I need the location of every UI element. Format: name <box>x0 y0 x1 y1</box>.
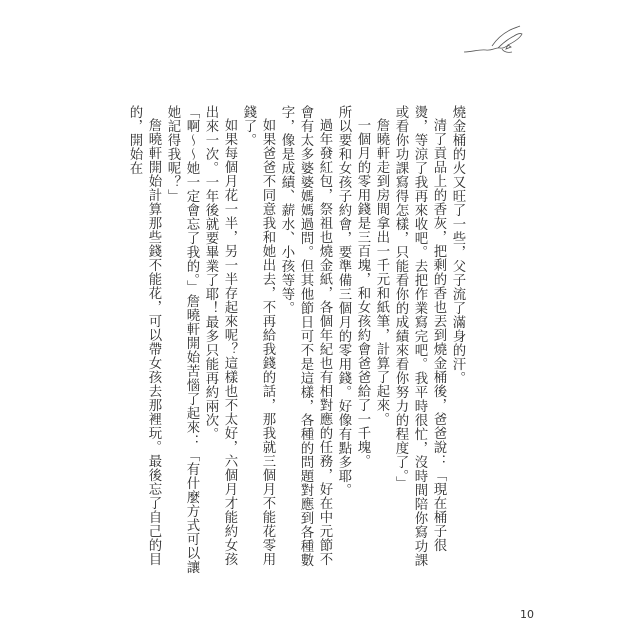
paragraph: 如果每個月花一半，另一半存起來呢？這樣也不太好，六個月才能約女孩出來一次。一年後就要畢業了耶！最多只能再約兩次。 <box>203 105 237 567</box>
hand-writing-sketch-icon <box>462 22 526 60</box>
paragraph: 詹曉軒開始計算那些錢不能花，可以帶女孩去那裡玩。最後忘了自己的目的，開始在 <box>127 105 161 567</box>
page-body-text <box>124 105 467 580</box>
page-number: 10 <box>520 608 534 621</box>
paragraph: 清了貢品上的香灰，把剩的香也丟到燒金桶後，爸爸說：「現在桶子很燙，等涼了我再來收吧。去把作業寫完吧。我平時很忙，沒時間陪你寫功課或看你功課寫得怎樣，只能看你的成績來看你努力的程度了。」 <box>393 105 446 567</box>
paragraph: 所以要和女孩子約會，要準備三個月的零用錢。好像有點多耶。 <box>336 105 351 497</box>
paragraph: 燒金桶的火又旺了一些，父子流了滿身的汗。 <box>450 105 465 385</box>
paragraph: 如果爸爸不同意我和她出去，不再給我錢的話，那我就三個月不能花零用錢了。 <box>241 105 275 567</box>
paragraph: 「啊～～她一定會忘了我的。」詹曉軒開始苦惱了起來：「有什麼方式可以讓她記得我呢？」 <box>165 105 199 575</box>
paragraph: 詹曉軒走到房間拿出一千元和紙筆，計算了起來。 <box>374 118 389 427</box>
paragraph: 一個月的零用錢是三百塊，和女孩約會爸爸給了一千塊。 <box>355 118 370 469</box>
paragraph: 過年發紅包，祭祖也燒金紙，各個年紀也有相對應的任務，好在中元節不會有太多婆婆媽媽過問。但其他節日可不是這樣，各種的問題對應到各種數字，像是成績、薪水、小孩等等。 <box>279 105 332 567</box>
